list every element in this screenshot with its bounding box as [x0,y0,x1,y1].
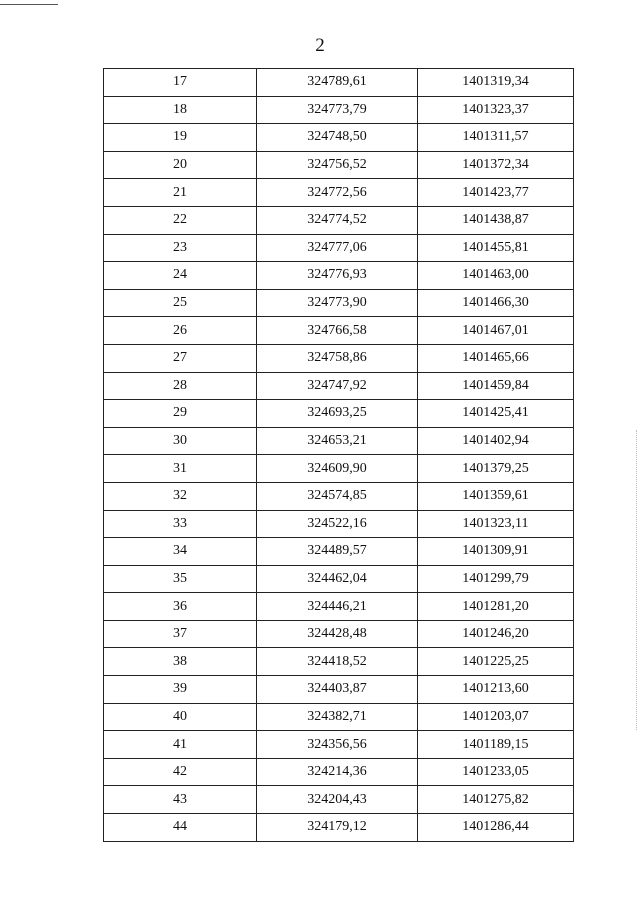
point-number-cell: 32 [104,482,257,510]
point-number-cell: 31 [104,455,257,483]
x-coordinate-cell: 324748,50 [257,124,418,152]
y-coordinate-cell: 1401233,05 [418,758,574,786]
table-row [104,96,574,124]
y-coordinate-cell: 1401465,66 [418,344,574,372]
table-row [104,179,574,207]
x-coordinate-cell: 324574,85 [257,482,418,510]
y-coordinate-cell: 1401359,61 [418,482,574,510]
y-coordinate-cell: 1401379,25 [418,455,574,483]
point-number-cell: 18 [104,96,257,124]
point-number-cell: 43 [104,786,257,814]
y-coordinate-cell: 1401423,77 [418,179,574,207]
y-coordinate-cell: 1401189,15 [418,731,574,759]
y-coordinate-cell: 1401213,60 [418,676,574,704]
table-row [104,482,574,510]
point-number-cell: 38 [104,648,257,676]
table-row [104,124,574,152]
x-coordinate-cell: 324214,36 [257,758,418,786]
x-coordinate-cell: 324756,52 [257,151,418,179]
point-number-cell: 22 [104,206,257,234]
coordinates-table-body [104,69,574,842]
x-coordinate-cell: 324179,12 [257,814,418,842]
table-row [104,317,574,345]
page-number: 2 [315,35,325,56]
x-coordinate-cell: 324403,87 [257,676,418,704]
y-coordinate-cell: 1401467,01 [418,317,574,345]
point-number-cell: 27 [104,344,257,372]
table-row [104,234,574,262]
point-number-cell: 40 [104,703,257,731]
table-row [104,620,574,648]
point-number-cell: 21 [104,179,257,207]
x-coordinate-cell: 324609,90 [257,455,418,483]
table-row [104,262,574,290]
y-coordinate-cell: 1401323,11 [418,510,574,538]
y-coordinate-cell: 1401455,81 [418,234,574,262]
x-coordinate-cell: 324653,21 [257,427,418,455]
y-coordinate-cell: 1401402,94 [418,427,574,455]
x-coordinate-cell: 324789,61 [257,69,418,97]
y-coordinate-cell: 1401299,79 [418,565,574,593]
table-row [104,676,574,704]
scan-corner-mark [0,4,58,5]
x-coordinate-cell: 324204,43 [257,786,418,814]
y-coordinate-cell: 1401246,20 [418,620,574,648]
point-number-cell: 35 [104,565,257,593]
y-coordinate-cell: 1401275,82 [418,786,574,814]
point-number-cell: 29 [104,400,257,428]
table-row [104,538,574,566]
table-row [104,206,574,234]
x-coordinate-cell: 324773,90 [257,289,418,317]
y-coordinate-cell: 1401286,44 [418,814,574,842]
point-number-cell: 20 [104,151,257,179]
x-coordinate-cell: 324776,93 [257,262,418,290]
table-row [104,427,574,455]
point-number-cell: 19 [104,124,257,152]
table-row [104,289,574,317]
table-row [104,344,574,372]
x-coordinate-cell: 324772,56 [257,179,418,207]
table-row [104,814,574,842]
x-coordinate-cell: 324462,04 [257,565,418,593]
y-coordinate-cell: 1401438,87 [418,206,574,234]
point-number-cell: 25 [104,289,257,317]
y-coordinate-cell: 1401463,00 [418,262,574,290]
y-coordinate-cell: 1401466,30 [418,289,574,317]
y-coordinate-cell: 1401225,25 [418,648,574,676]
table-row [104,758,574,786]
x-coordinate-cell: 324356,56 [257,731,418,759]
point-number-cell: 28 [104,372,257,400]
x-coordinate-cell: 324382,71 [257,703,418,731]
table-row [104,372,574,400]
table-row [104,703,574,731]
point-number-cell: 17 [104,69,257,97]
point-number-cell: 23 [104,234,257,262]
point-number-cell: 26 [104,317,257,345]
coordinates-table [103,68,574,842]
x-coordinate-cell: 324428,48 [257,620,418,648]
table-row [104,565,574,593]
point-number-cell: 41 [104,731,257,759]
x-coordinate-cell: 324774,52 [257,206,418,234]
point-number-cell: 30 [104,427,257,455]
y-coordinate-cell: 1401203,07 [418,703,574,731]
x-coordinate-cell: 324773,79 [257,96,418,124]
x-coordinate-cell: 324489,57 [257,538,418,566]
y-coordinate-cell: 1401372,34 [418,151,574,179]
table-row [104,151,574,179]
table-row [104,400,574,428]
point-number-cell: 44 [104,814,257,842]
scan-edge-artifact [635,430,637,730]
x-coordinate-cell: 324446,21 [257,593,418,621]
x-coordinate-cell: 324766,58 [257,317,418,345]
y-coordinate-cell: 1401425,41 [418,400,574,428]
point-number-cell: 42 [104,758,257,786]
x-coordinate-cell: 324758,86 [257,344,418,372]
table-row [104,69,574,97]
table-row [104,510,574,538]
table-row [104,593,574,621]
point-number-cell: 33 [104,510,257,538]
point-number-cell: 24 [104,262,257,290]
point-number-cell: 36 [104,593,257,621]
table-row [104,648,574,676]
x-coordinate-cell: 324418,52 [257,648,418,676]
y-coordinate-cell: 1401319,34 [418,69,574,97]
y-coordinate-cell: 1401323,37 [418,96,574,124]
y-coordinate-cell: 1401311,57 [418,124,574,152]
y-coordinate-cell: 1401309,91 [418,538,574,566]
x-coordinate-cell: 324693,25 [257,400,418,428]
point-number-cell: 39 [104,676,257,704]
x-coordinate-cell: 324522,16 [257,510,418,538]
y-coordinate-cell: 1401459,84 [418,372,574,400]
point-number-cell: 37 [104,620,257,648]
x-coordinate-cell: 324747,92 [257,372,418,400]
x-coordinate-cell: 324777,06 [257,234,418,262]
table-row [104,731,574,759]
table-row [104,455,574,483]
point-number-cell: 34 [104,538,257,566]
y-coordinate-cell: 1401281,20 [418,593,574,621]
table-row [104,786,574,814]
